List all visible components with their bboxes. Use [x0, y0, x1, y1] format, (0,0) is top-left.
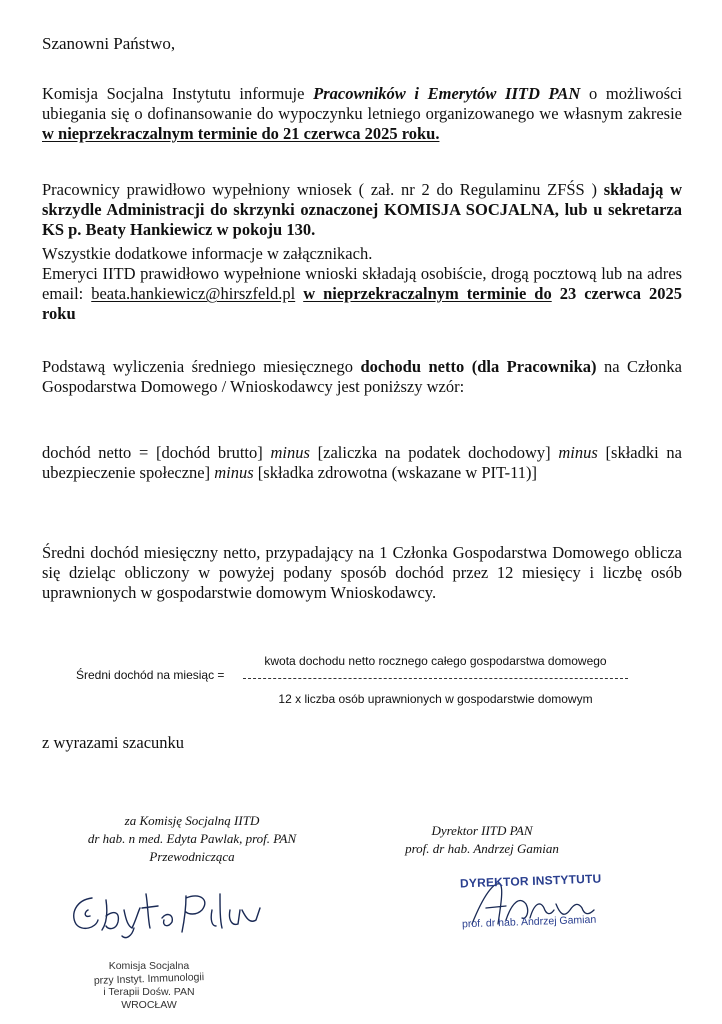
stamp-left [84, 960, 214, 1012]
signature-left-line-1: za Komisję Socjalną IITD [124, 813, 260, 828]
announcement-text-2: o możliwości ubiegania się o dofinansowanie do wypoczynku letniego organizowanego we własnym zakresie [42, 84, 682, 123]
announcement-deadline: w nieprzekraczalnym terminie do 21 czerwca 2025 roku. [42, 124, 440, 143]
stamp-left-line-1: Komisja Socjalna [108, 960, 190, 972]
greeting: Szanowni Państwo, [42, 34, 176, 53]
signature-left-line-3: Przewodnicząca [149, 849, 235, 864]
employees-submission: składają w skrzydle Administracji do skrzynki oznaczonej KOMISJA SOCJALNA, lub u sekretarza KS p. Beaty Hankiewicz w pokoju 130. [42, 180, 682, 239]
paragraph-attachments: Wszystkie dodatkowe informacje w załącznikach. [42, 244, 373, 263]
employees-text: Pracownicy prawidłowo wypełniony wniosek ( zał. nr 2 do Regulaminu ZFŚS ) [42, 180, 604, 199]
paragraph-income-basis [42, 357, 682, 397]
net-income-part-3: [składki na ubezpieczenie społeczne] [42, 443, 682, 482]
retirees-deadline-date: 23 czerwca 2025 roku [42, 284, 682, 323]
retirees-deadline-phrase: w nieprzekraczalnym terminie do [303, 284, 552, 303]
minus-2: minus [558, 443, 598, 462]
signature-left-line-2: dr hab. n med. Edyta Pawlak, prof. PAN [87, 831, 297, 846]
minus-3: minus [214, 463, 254, 482]
stamp-left-line-3: i Terapii Dośw. PAN [103, 986, 195, 998]
stamp-right-name: prof. dr hab. Andrzej Gamian [461, 913, 597, 931]
net-income-part-4: [składka zdrowotna (wskazane w PIT-11)] [253, 463, 537, 482]
paragraph-net-income-formula [42, 443, 682, 483]
stamp-right-title: DYREKTOR INSTYTUTU [459, 871, 602, 891]
minus-1: minus [270, 443, 310, 462]
stamp-left-line-4: WROCŁAW [121, 999, 177, 1011]
paragraph-average-income: Średni dochód miesięczny netto, przypadający na 1 Członka Gospodarstwa Domowego oblicza się dzieląc obliczony w powyżej podany sposób dochód przez 12 miesięcy i liczbę osób uprawnionych w gospodarstwie domowym Wnioskodawcy. [42, 543, 682, 602]
paragraph-employees [42, 180, 682, 240]
signature-right-line-2: prof. dr hab. Andrzej Gamian [405, 841, 559, 856]
net-income-part-2: [zaliczka na podatek dochodowy] [309, 443, 559, 462]
signature-block-right [382, 822, 582, 858]
average-income-formula [76, 654, 696, 714]
email-link[interactable]: beata.hankiewicz@hirszfeld.pl [91, 284, 296, 303]
announcement-audience: Pracowników i Emerytów IITD PAN [313, 84, 581, 103]
paragraph-retirees [42, 264, 682, 324]
income-basis-text: Podstawą wyliczenia średniego miesięcznego [42, 357, 361, 376]
formula-label: Średni dochód na miesiąc = [76, 668, 225, 682]
paragraph-announcement [42, 84, 682, 144]
handwritten-signature-left [62, 880, 272, 942]
formula-fraction-line [243, 678, 628, 679]
announcement-text: Komisja Socjalna Instytutu informuje [42, 84, 314, 103]
net-income-part-1: dochód netto = [dochód brutto] [42, 443, 271, 462]
formula-numerator: kwota dochodu netto rocznego całego gospodarstwa domowego [264, 654, 607, 668]
income-basis-term: dochodu netto (dla Pracownika) [360, 357, 597, 376]
signature-right-line-1: Dyrektor IITD PAN [431, 823, 533, 838]
formula-denominator: 12 x liczba osób uprawnionych w gospodarstwie domowym [278, 692, 593, 706]
closing: z wyrazami szacunku [42, 733, 185, 752]
signature-block-left [62, 812, 322, 866]
retirees-space [295, 284, 303, 303]
income-basis-text-2: na Członka Gospodarstwa Domowego / Wnioskodawcy jest poniższy wzór: [42, 357, 682, 396]
stamp-right [438, 868, 638, 938]
stamp-left-line-2: przy Instyt. Immunologii [93, 971, 205, 987]
retirees-text: Emeryci IITD prawidłowo wypełnione wnioski składają osobiście, drogą pocztową lub na adres email: [42, 264, 682, 303]
